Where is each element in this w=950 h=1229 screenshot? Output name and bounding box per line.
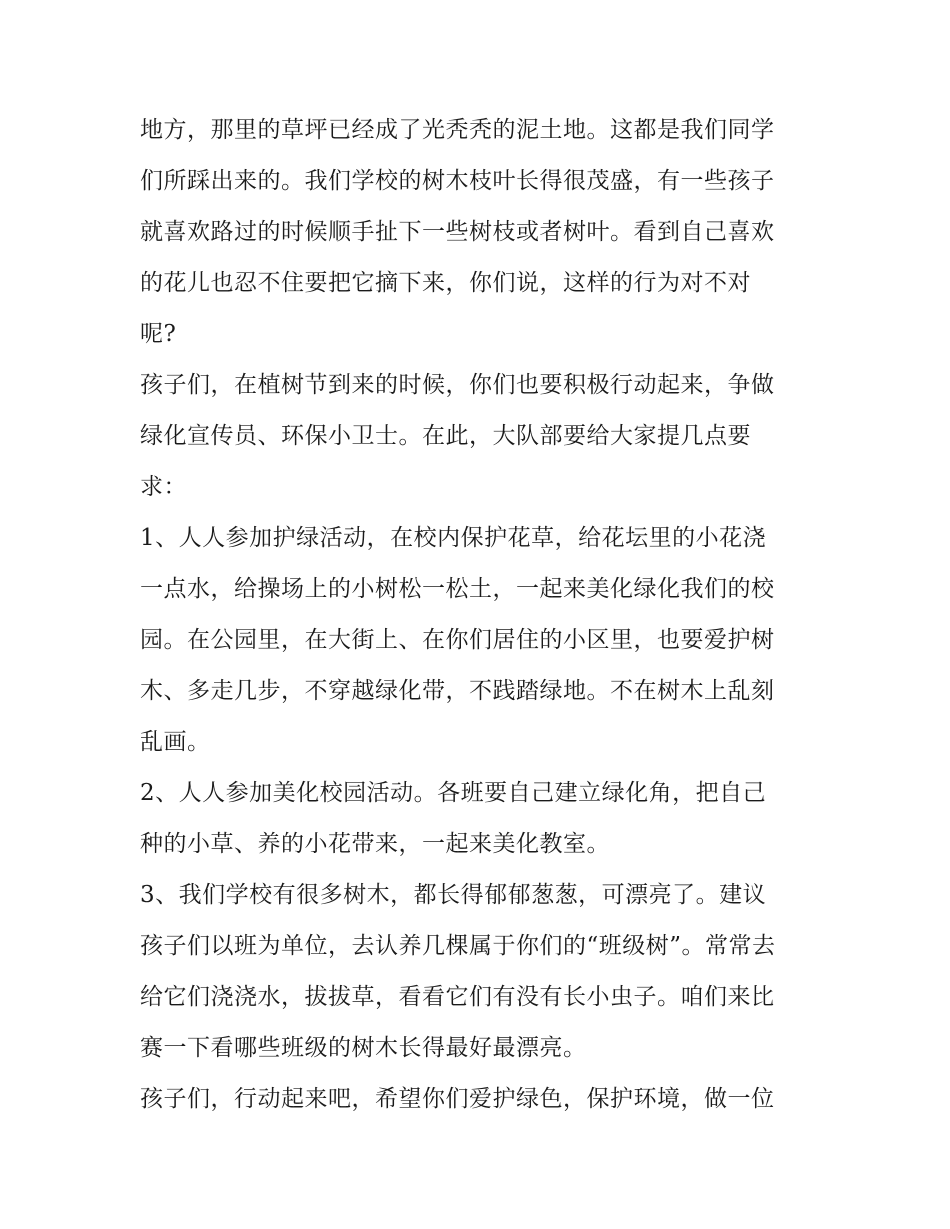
text-line-6: 孩子们，在植树节到来的时候，你们也要积极行动起来，争做 xyxy=(140,372,775,398)
document-body xyxy=(140,105,820,1125)
text-line-17: 孩子们以班为单位，去认养几棵属于你们的“班级树”。常常去 xyxy=(140,933,776,959)
text-line-16: 3、我们学校有很多树木，都长得郁郁葱葱，可漂亮了。建议 xyxy=(140,882,767,908)
text-line-13: 乱画。 xyxy=(140,729,211,755)
text-line-7: 绿化宣传员、环保小卫士。在此，大队部要给大家提几点要 xyxy=(140,423,751,449)
text-line-19: 赛一下看哪些班级的树木长得最好最漂亮。 xyxy=(140,1035,587,1061)
text-line-8: 求： xyxy=(140,474,187,500)
text-line-12: 木、多走几步，不穿越绿化带，不践踏绿地。不在树木上乱刻 xyxy=(140,678,775,704)
text-line-5: 呢? xyxy=(140,321,177,347)
text-line-4: 的花儿也忍不住要把它摘下来，你们说，这样的行为对不对 xyxy=(140,270,751,296)
text-line-1: 地方，那里的草坪已经成了光秃秃的泥土地。这都是我们同学 xyxy=(140,117,775,143)
text-line-18: 给它们浇浇水，拔拔草，看看它们有没有长小虫子。咱们来比 xyxy=(140,984,775,1010)
text-line-10: 一点水，给操场上的小树松一松土，一起来美化绿化我们的校 xyxy=(140,576,775,602)
text-line-20: 孩子们，行动起来吧，希望你们爱护绿色，保护环境，做一位 xyxy=(140,1086,775,1112)
text-line-2: 们所踩出来的。我们学校的树木枝叶长得很茂盛，有一些孩子 xyxy=(140,168,775,194)
text-line-15: 种的小草、养的小花带来，一起来美化教室。 xyxy=(140,831,610,857)
text-line-9: 1、人人参加护绿活动，在校内保护花草，给花坛里的小花浇 xyxy=(140,525,767,551)
text-line-11: 园。在公园里，在大街上、在你们居住的小区里，也要爱护树 xyxy=(140,627,775,653)
text-line-3: 就喜欢路过的时候顺手扯下一些树枝或者树叶。看到自己喜欢 xyxy=(140,219,775,245)
text-line-14: 2、人人参加美化校园活动。各班要自己建立绿化角，把自己 xyxy=(140,780,767,806)
